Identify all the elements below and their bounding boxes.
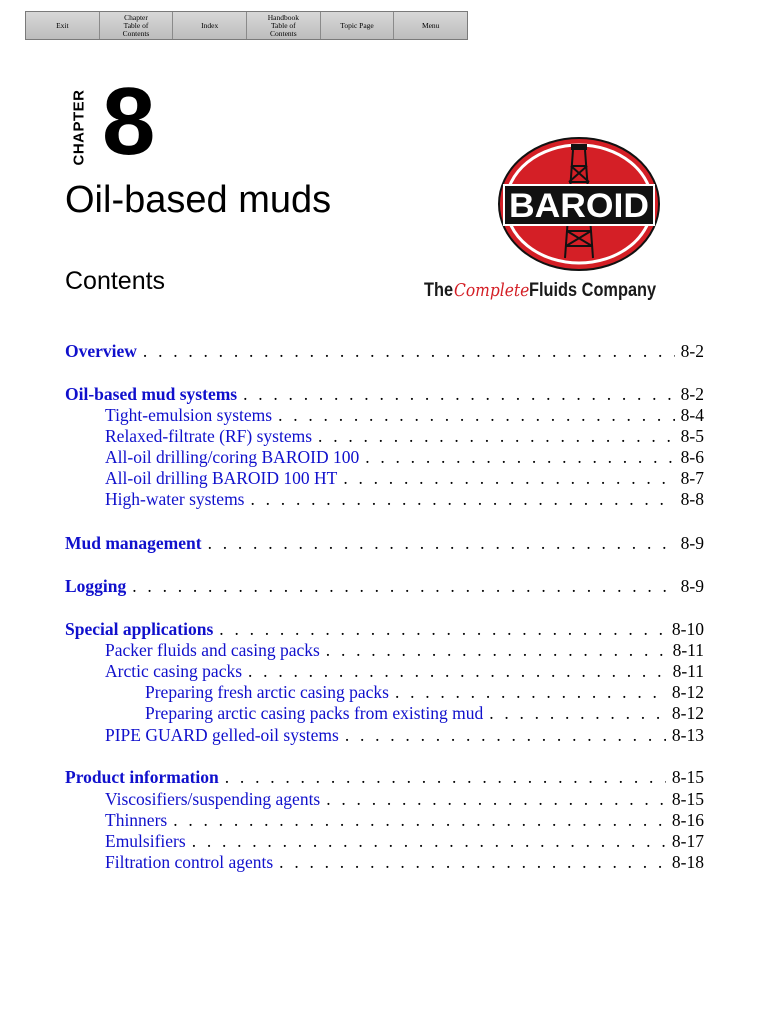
dot-leader (208, 533, 675, 554)
toc-entry[interactable] (105, 852, 704, 873)
toc-entry-link[interactable]: Preparing fresh arctic casing packs (145, 682, 389, 702)
toc-entry-link[interactable]: Thinners (105, 810, 168, 830)
contents-heading: Contents (65, 267, 166, 295)
toc-entry[interactable] (105, 640, 704, 661)
toc-entry-link[interactable]: Packer fluids and casing packs (105, 640, 320, 660)
dot-leader (365, 447, 674, 468)
tagline-the: The (424, 280, 454, 301)
dot-leader (343, 468, 674, 489)
dot-leader (279, 852, 666, 873)
toc-entry[interactable] (145, 682, 704, 703)
toc-page-number: 8-10 (671, 619, 704, 639)
toc-page-number: 8-12 (671, 682, 704, 702)
dot-leader (248, 661, 667, 682)
chapter-label (63, 88, 95, 166)
toc-entry-link[interactable]: High-water systems (105, 489, 245, 509)
menu-button[interactable]: Menu (394, 12, 467, 39)
tagline-complete: Complete (453, 280, 530, 301)
dot-leader (243, 384, 675, 405)
topic-page-button[interactable]: Topic Page (321, 12, 395, 39)
toc-page-number: 8-7 (680, 468, 704, 488)
toc-entry[interactable] (105, 831, 704, 852)
toc-page-number: 8-17 (671, 831, 704, 851)
page-title: Oil-based muds (65, 179, 332, 221)
toc-entry-link[interactable]: Oil-based mud systems (65, 384, 238, 404)
toc-entry[interactable] (105, 489, 704, 510)
toc-page-number: 8-13 (671, 725, 704, 745)
toc-entry-link[interactable]: All-oil drilling/coring BAROID 100 (105, 447, 360, 467)
toc-entry-link[interactable]: Viscosifiers/suspending agents (105, 789, 321, 809)
toc-page-number: 8-2 (680, 384, 704, 404)
toc-page-number: 8-15 (671, 767, 704, 787)
toc-entry[interactable] (105, 405, 704, 426)
toc-page-number: 8-12 (671, 703, 704, 723)
toc-page-number: 8-6 (680, 447, 704, 467)
toc-entry[interactable] (65, 384, 704, 405)
toc-entry[interactable] (145, 703, 704, 724)
dot-leader (225, 767, 666, 788)
toc-page-number: 8-2 (680, 341, 704, 361)
toc-entry-link[interactable]: Arctic casing packs (105, 661, 243, 681)
baroid-logo (497, 136, 661, 272)
toc-page-number: 8-9 (680, 533, 704, 553)
dot-leader (345, 725, 666, 746)
toc-entry-link[interactable]: Logging (65, 576, 127, 596)
toc-entry[interactable] (105, 661, 704, 682)
toc-entry[interactable] (105, 789, 704, 810)
toc-entry-link[interactable]: Mud management (65, 533, 202, 553)
logo-tagline (424, 280, 734, 308)
toc-page-number: 8-5 (680, 426, 704, 446)
toc-entry[interactable] (65, 341, 704, 362)
toc-entry[interactable] (65, 619, 704, 640)
toc-entry-link[interactable]: PIPE GUARD gelled-oil systems (105, 725, 339, 745)
dot-leader (395, 682, 666, 703)
toc-entry-link[interactable]: Overview (65, 341, 137, 361)
toc-entry-link[interactable]: Filtration control agents (105, 852, 274, 872)
toc-page-number: 8-11 (672, 640, 704, 660)
toc-entry[interactable] (105, 725, 704, 746)
dot-leader (318, 426, 675, 447)
dot-leader (219, 619, 666, 640)
toc-entry[interactable] (65, 576, 704, 597)
toc-page-number: 8-15 (671, 789, 704, 809)
dot-leader (326, 640, 667, 661)
chapter-toc-button[interactable]: Chapter Table of Contents (100, 12, 174, 39)
toc-page-number: 8-9 (680, 576, 704, 596)
baroid-logo-text: BAROID (509, 187, 649, 225)
dot-leader (251, 489, 675, 510)
exit-button[interactable]: Exit (26, 12, 100, 39)
toc-entry[interactable] (65, 533, 704, 554)
toc-entry-link[interactable]: Relaxed-filtrate (RF) systems (105, 426, 313, 446)
tagline-fluids-company: Fluids Company (529, 280, 657, 301)
toc-entry-link[interactable]: Emulsifiers (105, 831, 186, 851)
toc-entry[interactable] (105, 426, 704, 447)
chapter-number: 8 (102, 68, 156, 175)
toc-page-number: 8-11 (672, 661, 704, 681)
toc-entry-link[interactable]: All-oil drilling BAROID 100 HT (105, 468, 338, 488)
toc-entry-link[interactable]: Tight-emulsion systems (105, 405, 273, 425)
dot-leader (326, 789, 666, 810)
dot-leader (278, 405, 675, 426)
dot-leader (143, 341, 675, 362)
top-nav-bar (25, 11, 468, 40)
dot-leader (489, 703, 666, 724)
toc-entry-link[interactable]: Product information (65, 767, 219, 787)
toc-entry[interactable] (65, 767, 704, 788)
dot-leader (192, 831, 666, 852)
toc-entry-link[interactable]: Preparing arctic casing packs from existing mud (145, 703, 484, 723)
toc-entry[interactable] (105, 810, 704, 831)
toc-entry-link[interactable]: Special applications (65, 619, 214, 639)
dot-leader (132, 576, 674, 597)
toc-entry[interactable] (105, 468, 704, 489)
dot-leader (173, 810, 666, 831)
toc-page-number: 8-18 (671, 852, 704, 872)
toc-page-number: 8-8 (680, 489, 704, 509)
chapter-label-text: CHAPTER (70, 88, 88, 166)
handbook-toc-button[interactable]: Handbook Table of Contents (247, 12, 321, 39)
toc-page-number: 8-4 (680, 405, 704, 425)
toc-page-number: 8-16 (671, 810, 704, 830)
toc-entry[interactable] (105, 447, 704, 468)
index-button[interactable]: Index (173, 12, 247, 39)
